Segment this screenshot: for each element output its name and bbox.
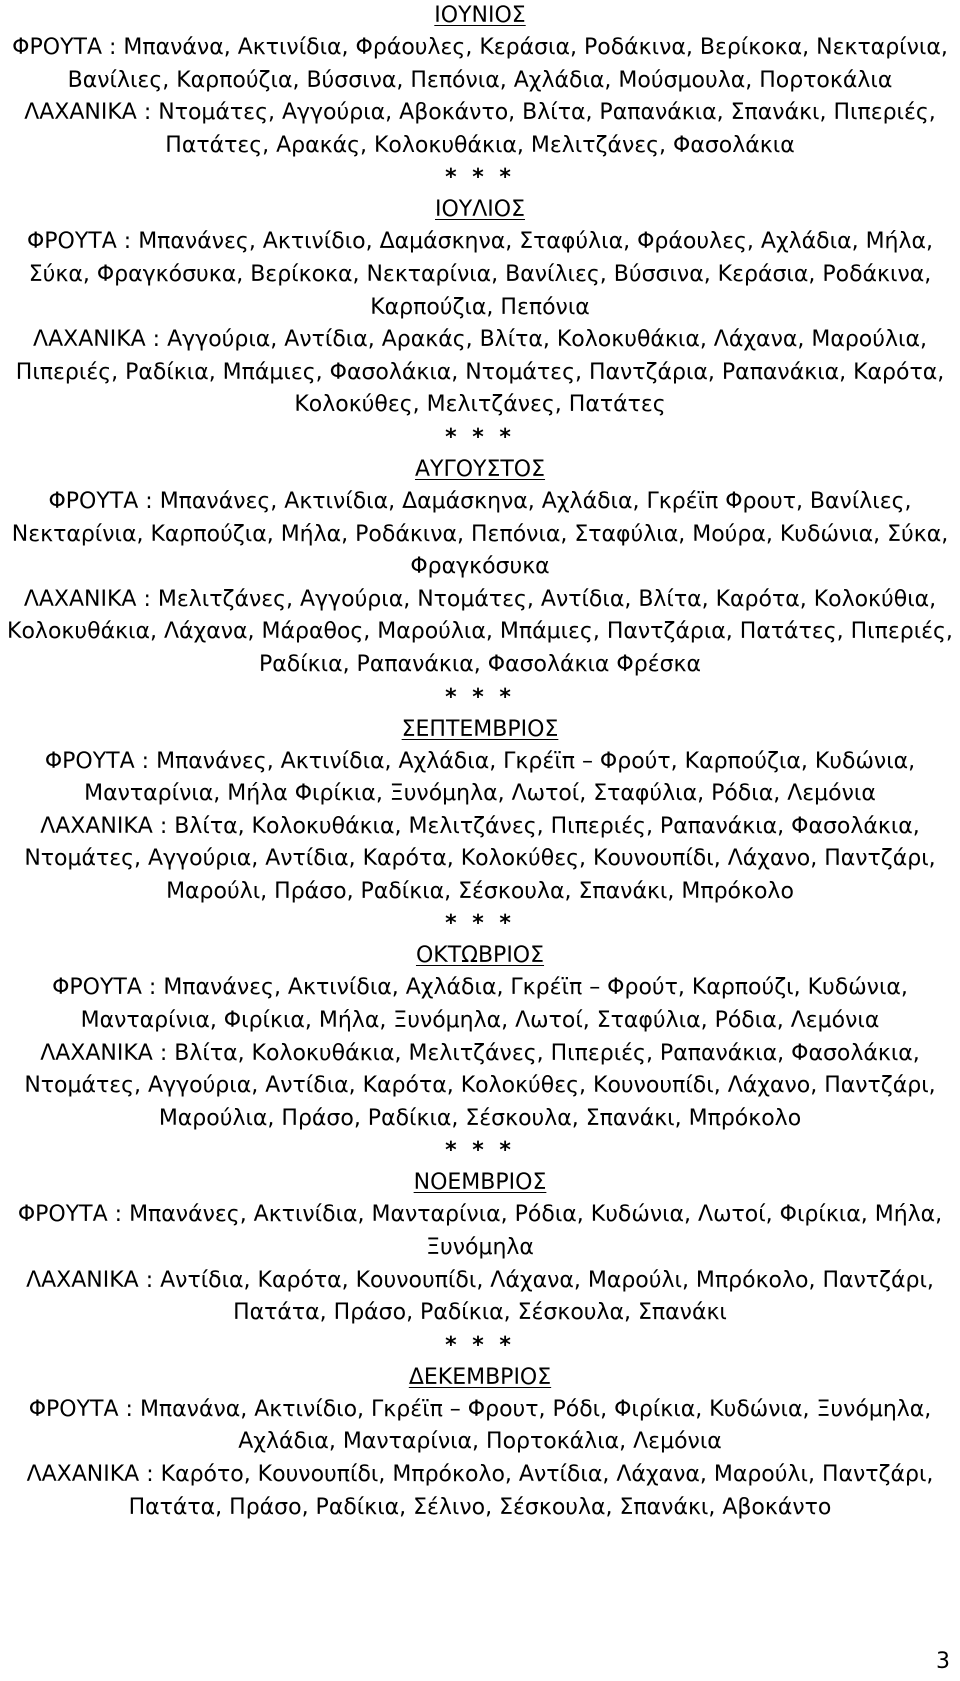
month-title: ΝΟΕΜΒΡΙΟΣ bbox=[413, 1170, 547, 1196]
month-section-november bbox=[0, 1167, 960, 1361]
vegetables-paragraph bbox=[0, 1459, 960, 1524]
month-title: ΑΥΓΟΥΣΤΟΣ bbox=[414, 456, 546, 482]
vegetables-paragraph bbox=[0, 324, 960, 422]
vegetables-paragraph bbox=[0, 811, 960, 909]
month-title: ΣΕΠΤΕΜΒΡΙΟΣ bbox=[401, 716, 559, 742]
vegetables-list: Ντομάτες, Αγγούρια, Αβοκάντο, Βλίτα, Ραπανάκια, Σπανάκι, Πιπεριές, Πατάτες, Αρακάς, Κολοκυθάκια, Μελιτζάνες, Φασολάκια bbox=[158, 100, 936, 158]
fruits-label: ΦΡΟΥΤΑ : bbox=[12, 35, 117, 60]
fruits-label: ΦΡΟΥΤΑ : bbox=[28, 1396, 133, 1422]
fruits-paragraph bbox=[0, 1199, 960, 1264]
fruits-list: Μπανάνες, Ακτινίδια, Μανταρίνια, Ρόδια, Κυδώνια, Λωτοί, Φιρίκια, Μήλα, Ξυνόμηλα bbox=[129, 1202, 943, 1261]
vegetables-paragraph bbox=[0, 1265, 960, 1330]
vegetables-list: Αγγούρια, Αντίδια, Αρακάς, Βλίτα, Κολοκυθάκια, Λάχανα, Μαρούλια, Πιπεριές, Ραδίκια, Μπάμιες, Φασολάκια, Ντομάτες, Παντζάρια, Ραπανάκια, Καρότα, Κολοκύθες, Μελιτζάνες, Πατάτες bbox=[15, 327, 945, 418]
vegetables-label: ΛΑΧΑΝΙΚΑ : bbox=[26, 1267, 154, 1293]
vegetables-paragraph bbox=[0, 584, 960, 682]
vegetables-paragraph bbox=[0, 1038, 960, 1136]
vegetables-list: Αντίδια, Καρότα, Κουνουπίδι, Λάχανα, Μαρούλι, Μπρόκολο, Παντζάρι, Πατάτα, Πράσο, Ραδίκια, Σέσκουλα, Σπανάκι bbox=[160, 1267, 934, 1326]
vegetables-list: Βλίτα, Κολοκυθάκια, Μελιτζάνες, Πιπεριές, Ραπανάκια, Φασολάκια, Ντομάτες, Αγγούρια, Αντίδια, Καρότα, Κολοκύθες, Κουνουπίδι, Λάχανο, Παντζάρι, Μαρούλι, Πράσο, Ραδίκια, Σέσκουλα, Σπανάκι, Μπρόκολο bbox=[24, 813, 936, 904]
fruits-list: Μπανάνα, Ακτινίδιο, Γκρέϊπ – Φρουτ, Ρόδι, Φιρίκια, Κυδώνια, Ξυνόμηλα, Αχλάδια, Μανταρίνια, Πορτοκάλια, Λεμόνια bbox=[139, 1396, 932, 1455]
month-title: ΟΚΤΩΒΡΙΟΣ bbox=[415, 943, 545, 969]
month-section-september bbox=[0, 714, 960, 941]
fruits-list: Μπανάνα, Ακτινίδια, Φράουλες, Κεράσια, Ροδάκινα, Βερίκοκα, Νεκταρίνια, Βανίλιες, Καρπούζια, Βύσσινα, Πεπόνια, Αχλάδια, Μούσμουλα, Πορτοκάλια bbox=[67, 35, 948, 93]
vegetables-label: ΛΑΧΑΝΙΚΑ : bbox=[40, 813, 168, 839]
fruits-paragraph bbox=[0, 1394, 960, 1459]
fruits-label: ΦΡΟΥΤΑ : bbox=[44, 748, 150, 774]
section-separator: * * * bbox=[445, 165, 515, 191]
fruits-paragraph bbox=[0, 486, 960, 584]
month-title: ΙΟΥΝΙΟΣ bbox=[434, 3, 526, 28]
fruits-list: Μπανάνες, Ακτινίδια, Αχλάδια, Γκρέϊπ – Φρούτ, Καρπούζι, Κυδώνια, Μανταρίνια, Φιρίκια, Μήλα, Ξυνόμηλα, Λωτοί, Σταφύλια, Ρόδια, Λεμόνια bbox=[80, 975, 908, 1034]
section-separator: * * * bbox=[445, 424, 515, 450]
vegetables-list: Βλίτα, Κολοκυθάκια, Μελιτζάνες, Πιπεριές, Ραπανάκια, Φασολάκια, Ντομάτες, Αγγούρια, Αντίδια, Καρότα, Κολοκύθες, Κουνουπίδι, Λάχανο, Παντζάρι, Μαρούλια, Πράσο, Ραδίκια, Σέσκουλα, Σπανάκι, Μπρόκολο bbox=[24, 1040, 936, 1131]
fruits-label: ΦΡΟΥΤΑ : bbox=[52, 975, 157, 1001]
section-separator: * * * bbox=[445, 911, 515, 937]
page-number: 3 bbox=[936, 1649, 950, 1674]
vegetables-label: ΛΑΧΑΝΙΚΑ : bbox=[33, 327, 161, 353]
vegetables-list: Καρότο, Κουνουπίδι, Μπρόκολο, Αντίδια, Λάχανα, Μαρούλι, Παντζάρι, Πατάτα, Πράσο, Ραδίκια, Σέλινο, Σέσκουλα, Σπανάκι, Αβοκάντο bbox=[128, 1462, 934, 1520]
vegetables-label: ΛΑΧΑΝΙΚΑ : bbox=[23, 586, 151, 612]
vegetables-paragraph bbox=[0, 97, 960, 162]
vegetables-list: Μελιτζάνες, Αγγούρια, Ντομάτες, Αντίδια, Βλίτα, Καρότα, Κολοκύθια, Κολοκυθάκια, Λάχανα, Μάραθος, Μαρούλια, Μπάμιες, Παντζάρια, Πατάτες, Πιπεριές, Ραδίκια, Ραπανάκια, Φασολάκια Φρέσκα bbox=[7, 586, 953, 677]
month-section-october bbox=[0, 940, 960, 1167]
month-section-july bbox=[0, 194, 960, 454]
fruits-paragraph bbox=[0, 746, 960, 811]
fruits-label: ΦΡΟΥΤΑ : bbox=[17, 1202, 123, 1228]
vegetables-label: ΛΑΧΑΝΙΚΑ : bbox=[24, 100, 152, 126]
month-title: ΙΟΥΛΙΟΣ bbox=[435, 197, 525, 223]
fruits-paragraph bbox=[0, 226, 960, 324]
fruits-paragraph bbox=[0, 32, 960, 97]
fruits-list: Μπανάνες, Ακτινίδιο, Δαμάσκηνα, Σταφύλια, Φράουλες, Αχλάδια, Μήλα, Σύκα, Φραγκόσυκα, Βερίκοκα, Νεκταρίνια, Βανίλιες, Βύσσινα, Κεράσια, Ροδάκινα, Καρπούζια, Πεπόνια bbox=[28, 229, 934, 320]
vegetables-label: ΛΑΧΑΝΙΚΑ : bbox=[26, 1462, 154, 1487]
month-section-august bbox=[0, 454, 960, 714]
month-title: ΔΕΚΕΜΒΡΙΟΣ bbox=[408, 1364, 552, 1390]
fruits-label: ΦΡΟΥΤΑ : bbox=[48, 488, 153, 514]
section-separator: * * * bbox=[445, 684, 515, 710]
section-separator: * * * bbox=[445, 1332, 515, 1358]
month-section-december bbox=[0, 1362, 960, 1524]
section-separator: * * * bbox=[445, 1138, 515, 1164]
fruits-list: Μπανάνες, Ακτινίδια, Δαμάσκηνα, Αχλάδια, Γκρέϊπ Φρουτ, Βανίλιες, Νεκταρίνια, Καρπούζια, Μήλα, Ροδάκινα, Πεπόνια, Σταφύλια, Μούρα, Κυδώνια, Σύκα, Φραγκόσυκα bbox=[11, 488, 949, 580]
fruits-list: Μπανάνες, Ακτινίδια, Αχλάδια, Γκρέϊπ – Φρούτ, Καρπούζια, Κυδώνια, Μανταρίνια, Μήλα Φιρίκια, Ξυνόμηλα, Λωτοί, Σταφύλια, Ρόδια, Λεμόνια bbox=[84, 748, 916, 807]
vegetables-label: ΛΑΧΑΝΙΚΑ : bbox=[40, 1040, 168, 1066]
fruits-label: ΦΡΟΥΤΑ : bbox=[26, 229, 132, 255]
fruits-paragraph bbox=[0, 972, 960, 1037]
month-section-june bbox=[0, 0, 960, 194]
